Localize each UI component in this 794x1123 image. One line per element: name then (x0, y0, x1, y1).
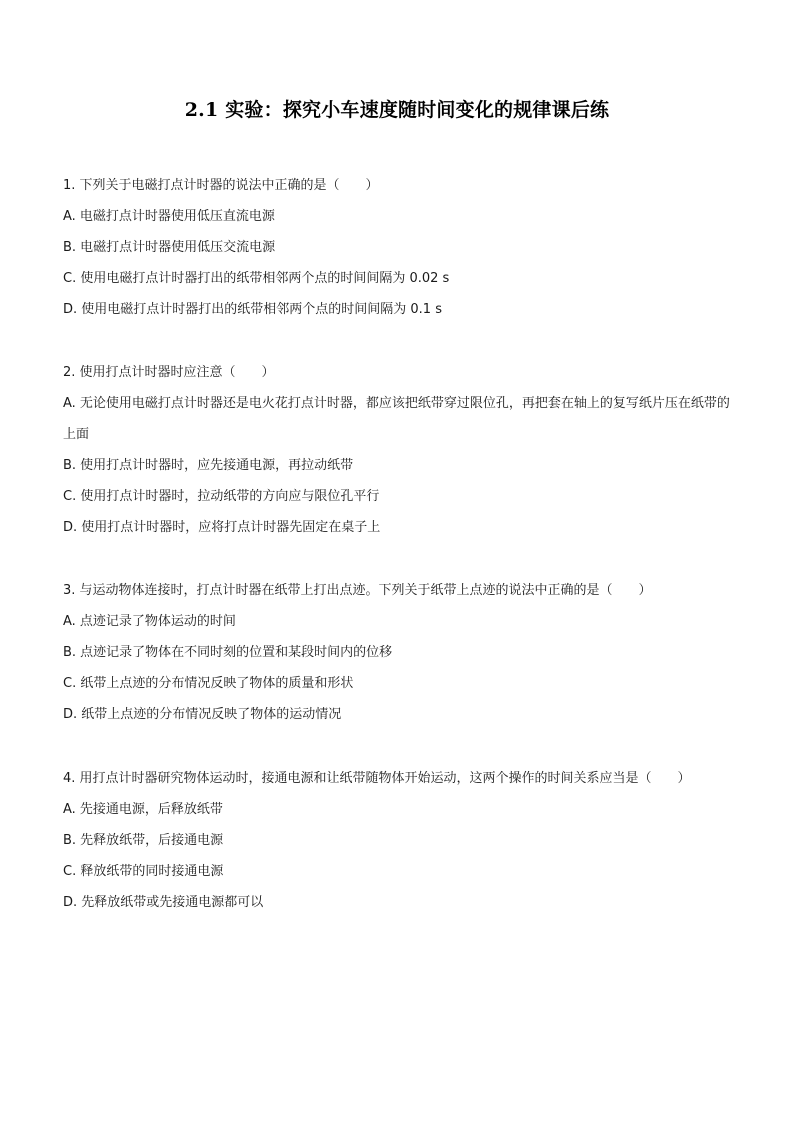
option-d: D. 使用电磁打点计时器打出的纸带相邻两个点的时间间隔为 0.1 s (63, 302, 442, 317)
option-a: A. 点迹记录了物体运动的时间 (63, 614, 236, 629)
question-2 (63, 357, 732, 543)
question-4 (63, 763, 732, 918)
question-1 (63, 170, 732, 325)
question-stem: 4. 用打点计时器研究物体运动时，接通电源和让纸带随物体开始运动，这两个操作的时间关系应当是（ ） (63, 771, 691, 786)
question-stem: 1. 下列关于电磁打点计时器的说法中正确的是（ ） (63, 178, 379, 193)
option-d: D. 先释放纸带或先接通电源都可以 (63, 895, 264, 910)
option-a: A. 电磁打点计时器使用低压直流电源 (63, 209, 275, 224)
question-3 (63, 575, 732, 730)
option-c: C. 使用电磁打点计时器打出的纸带相邻两个点的时间间隔为 0.02 s (63, 271, 450, 286)
option-b: B. 先释放纸带，后接通电源 (63, 833, 224, 848)
option-c: C. 纸带上点迹的分布情况反映了物体的质量和形状 (63, 676, 354, 691)
option-b: B. 点迹记录了物体在不同时刻的位置和某段时间内的位移 (63, 645, 393, 660)
question-stem: 3. 与运动物体连接时，打点计时器在纸带上打出点迹。下列关于纸带上点迹的说法中正确的是（ ） (63, 583, 652, 598)
option-c: C. 使用打点计时器时，拉动纸带的方向应与限位孔平行 (63, 489, 380, 504)
option-c: C. 释放纸带的同时接通电源 (63, 864, 224, 879)
option-a: A. 先接通电源，后释放纸带 (63, 802, 223, 817)
document-title: 2.1 实验：探究小车速度随时间变化的规律课后练 (184, 99, 610, 121)
option-d: D. 纸带上点迹的分布情况反映了物体的运动情况 (63, 707, 342, 722)
option-a: A. 无论使用电磁打点计时器还是电火花打点计时器，都应该把纸带穿过限位孔，再把套在轴上的复写纸片压在纸带的上面 (63, 396, 730, 442)
option-d: D. 使用打点计时器时，应将打点计时器先固定在桌子上 (63, 520, 381, 535)
option-b: B. 使用打点计时器时，应先接通电源，再拉动纸带 (63, 458, 354, 473)
option-b: B. 电磁打点计时器使用低压交流电源 (63, 240, 276, 255)
question-stem: 2. 使用打点计时器时应注意（ ） (63, 365, 275, 380)
